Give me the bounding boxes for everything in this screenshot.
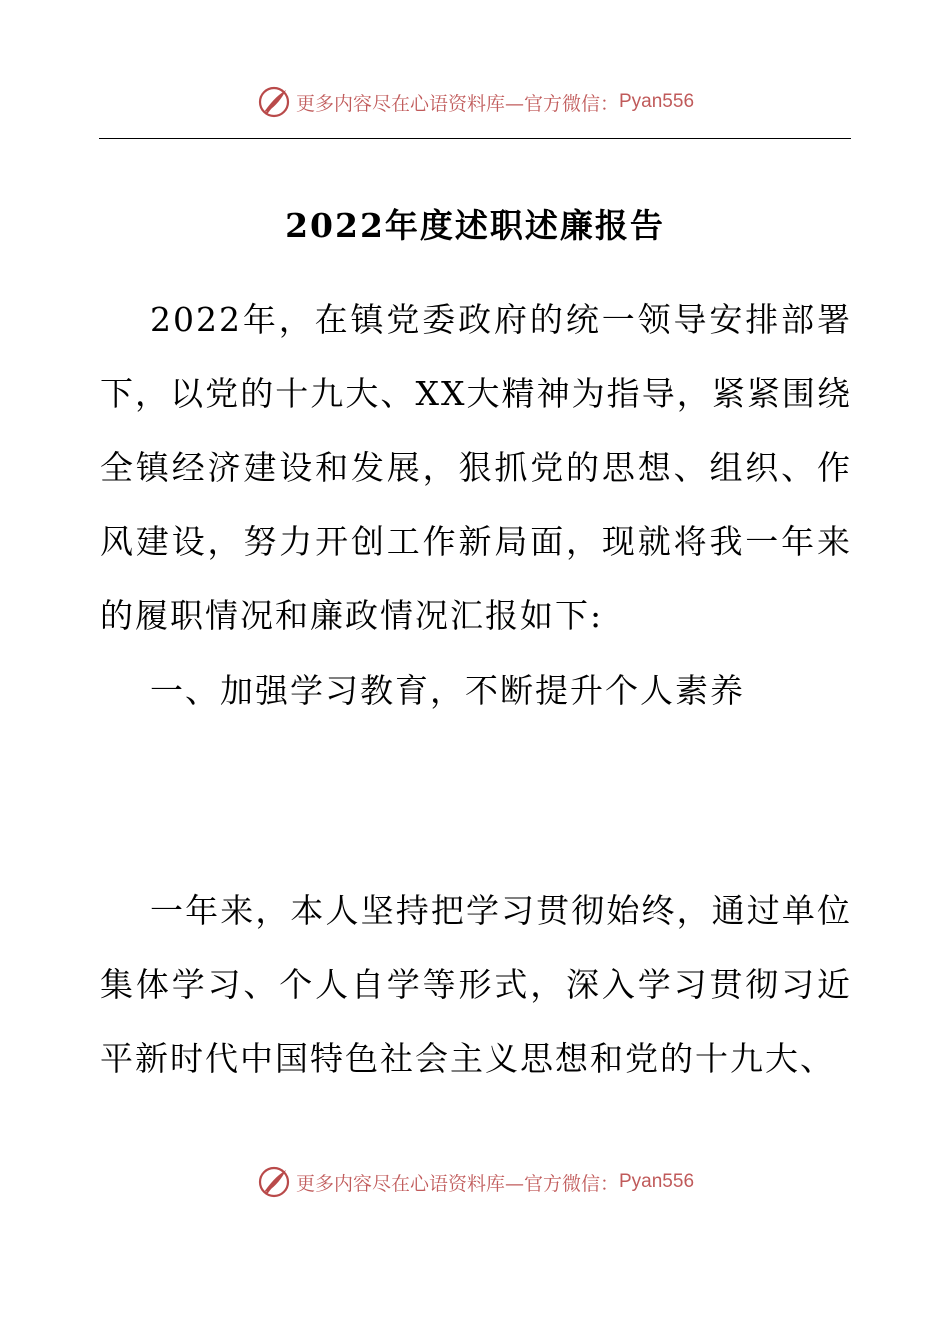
footer-watermark-text: 更多内容尽在心语资料库—官方微信：: [295, 1172, 619, 1195]
quill-logo-icon: [256, 84, 292, 120]
footer-watermark-id: Pyan556: [619, 1171, 695, 1192]
paragraph-section-1: 一年来，本人坚持把学习贯彻始终，通过单位集体学习、个人自学等形式，深入学习贯彻习近平新时代中国特色社会主义思想和党的十九大、: [100, 891, 852, 1078]
section-heading-1: 一、加强学习教育，不断提升个人素养: [150, 671, 745, 710]
quill-logo-icon: [256, 1164, 292, 1200]
header-watermark-id: Pyan556: [619, 91, 695, 112]
footer-watermark-banner: [0, 1162, 950, 1202]
header-divider: [99, 138, 851, 139]
document-title: 2022年度述职述廉报告: [285, 206, 665, 245]
header-watermark-banner: [0, 82, 950, 122]
header-watermark-text: 更多内容尽在心语资料库—官方微信：: [295, 92, 619, 115]
paragraph-intro: 2022年，在镇党委政府的统一领导安排部署下，以党的十九大、XX大精神为指导，紧紧围绕全镇经济建设和发展，狠抓党的思想、组织、作风建设，努力开创工作新局面，现就将我一年来的履职情况和廉政情况汇报如下:: [100, 300, 852, 635]
